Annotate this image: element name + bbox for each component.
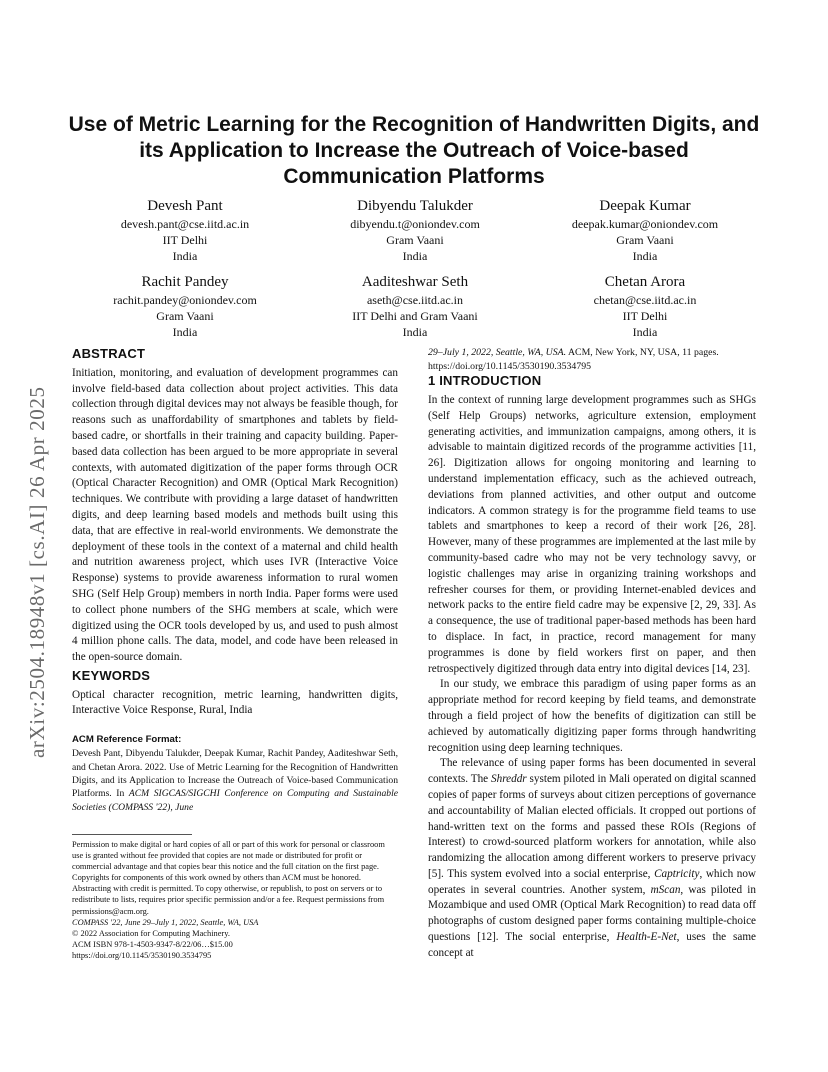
- doi-link[interactable]: https://doi.org/10.1145/3530190.3534795: [72, 950, 212, 960]
- intro-paragraph-2: In our study, we embrace this paradigm of using paper forms as an appropriate method for record keeping by field teams, and demonstrate through a field project of how the benefits of digitization can still be achieved by automatically digitizing paper forms through handwriting recognition using deep learning techniques.: [428, 678, 756, 754]
- author-country: India: [632, 325, 658, 339]
- acm-reference-date: 29–July 1, 2022, Seattle, WA, USA.: [428, 347, 567, 358]
- author-email: aseth@cse.iitd.ac.in: [366, 293, 464, 307]
- copyright-footnote: [72, 834, 398, 961]
- arxiv-identifier-stamp: arXiv:2504.18948v1 [cs.AI] 26 Apr 2025: [25, 386, 49, 758]
- acm-reference-venue: ACM SIGCAS/SIGCHI Conference on Computing and Sustainable Societies (COMPASS '22), June: [72, 788, 398, 813]
- author-row-2: [70, 273, 760, 340]
- isbn-line: ACM ISBN 978-1-4503-9347-8/22/06…$15.00: [72, 939, 233, 949]
- keywords-text: Optical character recognition, metric learning, handwritten digits, Interactive Voice Response, Rural, India: [72, 688, 398, 717]
- author-affiliation: IIT Delhi: [622, 309, 668, 323]
- author-country: India: [402, 325, 428, 339]
- author-country: India: [632, 249, 658, 263]
- author-name: Deepak Kumar: [599, 198, 691, 214]
- author-affiliation: IIT Delhi and Gram Vaani: [352, 309, 478, 323]
- author-block: [530, 197, 760, 264]
- author-name: Devesh Pant: [147, 198, 223, 214]
- introduction-heading: 1 INTRODUCTION: [428, 373, 542, 389]
- author-affiliation: Gram Vaani: [386, 233, 444, 247]
- acm-reference-text: Devesh Pant, Dibyendu Talukder, Deepak Kumar, Rachit Pandey, Aaditeshwar Seth, and Chetan Arora. 2022. Use of Metric Learning for the Recognition of Handwritten Digits, and its Application to Increase the Outreach of Voice-based Communication Platforms. In: [72, 748, 398, 800]
- left-column: [72, 346, 398, 814]
- author-affiliation: IIT Delhi: [162, 233, 208, 247]
- author-block: [70, 197, 300, 264]
- author-email: chetan@cse.iitd.ac.in: [593, 293, 697, 307]
- acm-reference-format: [72, 733, 398, 814]
- shreddr-term: Shreddr: [491, 773, 527, 786]
- right-column: [428, 346, 756, 993]
- author-name: Aaditeshwar Seth: [361, 274, 469, 290]
- author-affiliation: Gram Vaani: [156, 309, 214, 323]
- acm-reference-heading: ACM Reference Format:: [72, 734, 182, 746]
- paper-title: Use of Metric Learning for the Recognition of Handwritten Digits, and its Application to Increase the Outreach of Voice-based Communication Platforms: [68, 113, 760, 188]
- conference-line: COMPASS '22, June 29–July 1, 2022, Seattle, WA, USA: [72, 917, 259, 927]
- acm-reference-publisher: ACM, New York, NY, USA, 11 pages. https://doi.org/10.1145/3530190.3534795: [428, 347, 719, 372]
- permission-notice: Permission to make digital or hard copies of all or part of this work for personal or classroom use is granted without fee provided that copies are not made or distributed for profit or commercial advantage and that copies bear this notice and the full citation on the first page. Copyrights for components of this work owned by others than ACM must be honored. Abstracting with credit is permitted. To copy otherwise, or republish, to post on servers or to redistribute to lists, requires prior specific permission and/or a fee. Request permissions from permissions@acm.org.: [72, 840, 385, 916]
- author-country: India: [172, 325, 198, 339]
- copyright-line: © 2022 Association for Computing Machinery.: [72, 928, 230, 938]
- footnote-divider: [72, 834, 192, 835]
- intro-p3-text: The relevance of using paper forms has been documented in several contexts. The: [428, 757, 756, 786]
- mscan-term: mScan: [650, 883, 681, 896]
- author-block: [300, 197, 530, 264]
- intro-p3-text: , uses the same concept at: [428, 931, 756, 959]
- intro-p3-text: , was piloted in Mozambique and used OMR (Optical Mark Recognition) to read data off photographs of custom designed paper forms containing multiple-choice questions [12]. The social enterprise,: [428, 883, 756, 944]
- author-block: [70, 273, 300, 340]
- author-row-1: [70, 197, 760, 264]
- author-country: India: [172, 249, 198, 263]
- author-name: Rachit Pandey: [141, 274, 229, 290]
- intro-paragraph-1: In the context of running large development programmes such as SHGs (Self Help Groups) networks, agriculture extension, employment generating activities, and immunization campaigns, among others, it is advisable to maintain digitized records of the programme activities [11, 26]. Digitization allows for ongoing monitoring and learning to understand implementation efficacy, such as the achieved outreach, deviations from planned activities, and other output and outcome indicators. A common strategy is for the programme field teams to use tablets and smartphones to keep a record of their work [26, 28]. However, many of these programmes are implemented at the last mile by community-based cadre who may not be very technology savvy, or logistic challenges may arise in organizing training workshops and refresher courses for them, or providing Internet-enabled devices and network packs to the entire field cadre may be expensive [2, 29, 33]. As a consequence, the use of traditional paper-based methods has been hard to displace. In fact, in practice, record management for many programmes is done by field workers first on paper, and then retrospectively digitized through data entry into digital devices [14, 23].: [428, 393, 756, 675]
- author-name: Dibyendu Talukder: [357, 198, 473, 214]
- author-affiliation: Gram Vaani: [616, 233, 674, 247]
- intro-p3-text: , which now operates in several countries. Another system,: [428, 867, 756, 896]
- author-country: India: [402, 249, 428, 263]
- abstract-heading: ABSTRACT: [72, 346, 146, 361]
- health-e-net-term: Health-E-Net: [616, 931, 677, 944]
- acm-reference-continued: [428, 346, 756, 373]
- captricity-term: Captricity: [654, 867, 700, 880]
- author-email: deepak.kumar@oniondev.com: [571, 217, 719, 231]
- intro-p3-text: system piloted in Mali operated on digital scanned copies of paper forms of surveys about citizen perceptions of governance and accountability of Malian elected officials. It cropped out portions of hand-written text on the forms and passed these ROIs (Regions of Interest) to crowd-sourced platform workers for annotation, while also randomizing the allocation among different workers to preserve privacy [5]. This system evolved into a social enterprise,: [428, 773, 756, 880]
- author-name: Chetan Arora: [604, 274, 686, 290]
- author-block: [300, 273, 530, 340]
- abstract-text: Initiation, monitoring, and evaluation of development programmes can involve field-based data collection about project activities. This data collection through digital devices may not always be feasible though, for reasons such as unaffordability of smartphones and tablets by field-based cadre, or shortfalls in their training and capacity building. Paper-based data collection has been argued to be more appropriate in several contexts, with automated digitization of the paper forms through OCR (Optical Character Recognition) and OMR (Optical Mark Recognition) techniques. We contribute with providing a large dataset of handwritten digits, and deep learning based models and methods built using this data, that are effective in real-world environments. We demonstrate the deployment of these tools in the context of a maternal and child health and nutrition awareness project, which uses IVR (Interactive Voice Response) systems to provide awareness information to rural women SHG (Self Help Group) members in north India. Paper forms were used to collect phone numbers of the SHG members at scale, which were digitized using the OCR tools developed by us, and used to push almost 4 million phone calls. The data, model, and code have been released in the open-source domain.: [72, 366, 398, 664]
- keywords-heading: KEYWORDS: [72, 667, 151, 683]
- intro-paragraph-3: [428, 756, 756, 961]
- author-email: rachit.pandey@oniondev.com: [113, 293, 257, 307]
- introduction-body: [428, 393, 756, 993]
- author-email: dibyendu.t@oniondev.com: [350, 217, 480, 231]
- author-block: [530, 273, 760, 340]
- author-email: devesh.pant@cse.iitd.ac.in: [120, 217, 250, 231]
